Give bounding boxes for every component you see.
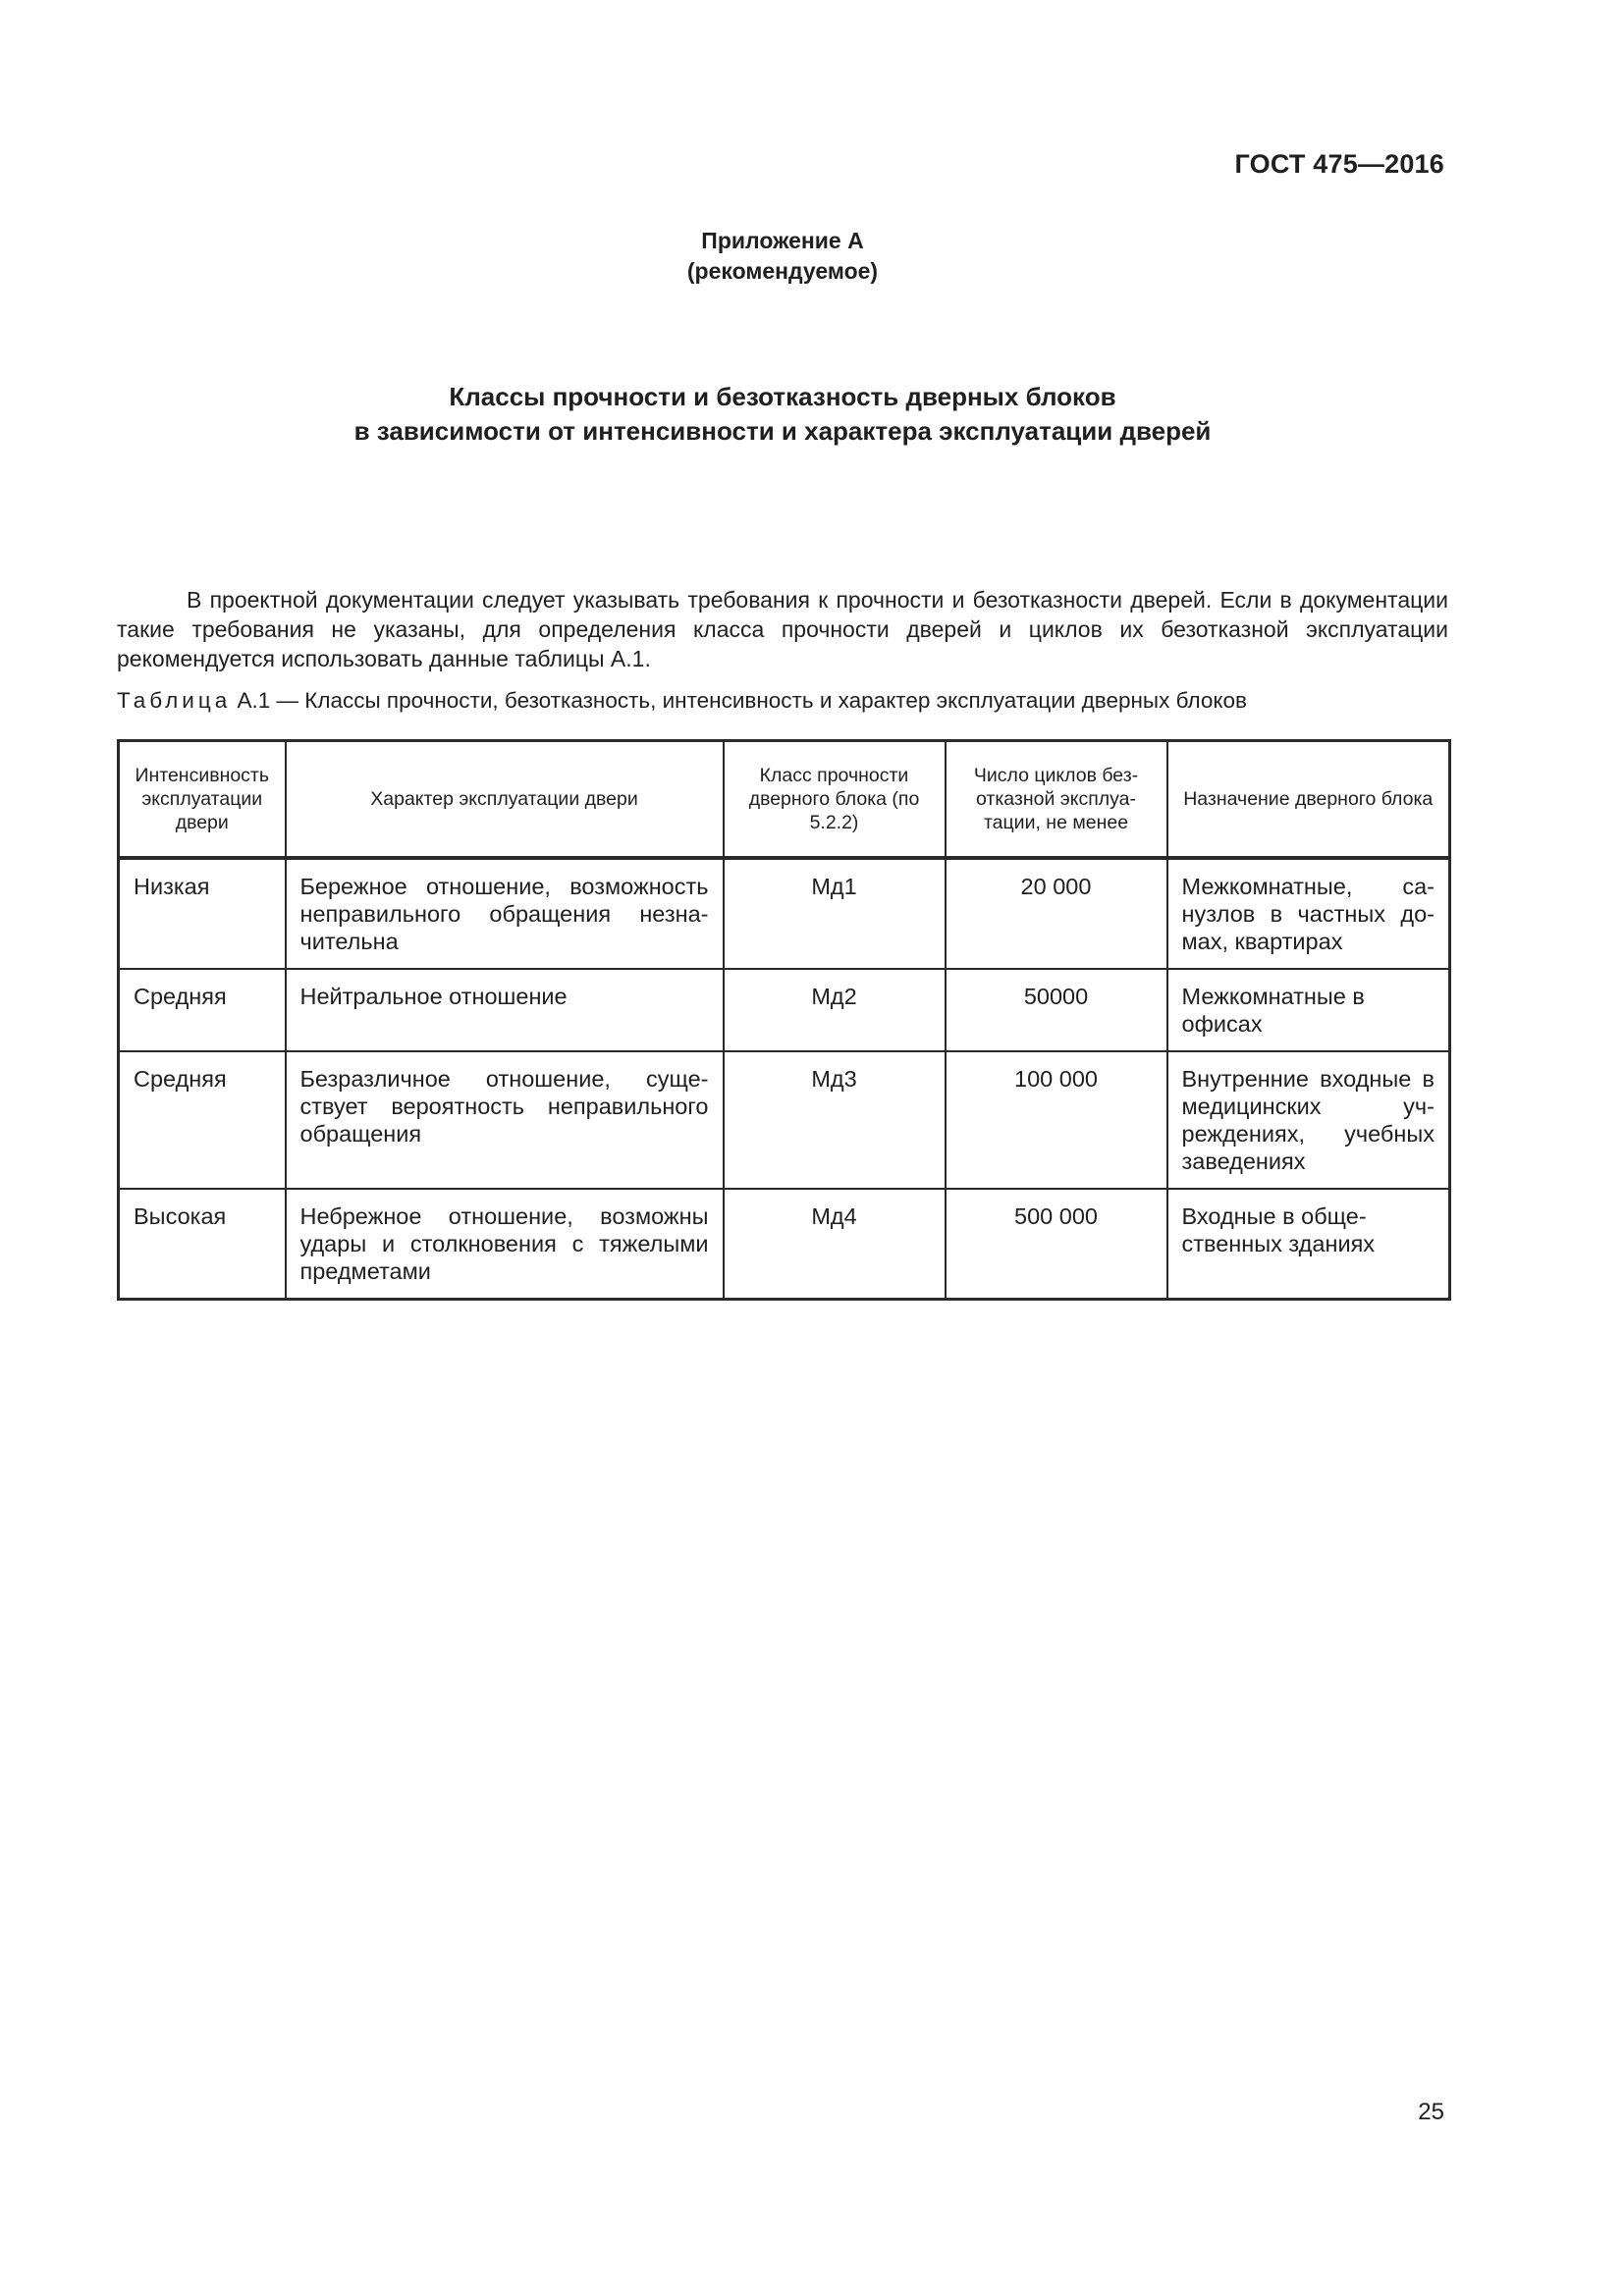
cell-character: Бережное отношение, возможность неправильного обращения незначительна (286, 858, 724, 969)
header-purpose: Назначение дверного блока (1167, 741, 1450, 859)
table-caption (117, 686, 1452, 716)
appendix-note: (рекомендуемое) (686, 258, 879, 284)
cell-cycles: 20 000 (946, 858, 1167, 969)
header-cycles: Число циклов безотказной эксплуатации, не менее (946, 741, 1167, 859)
section-title-line-1: Классы прочности и безотказность дверных блоков (449, 382, 1116, 411)
cell-intensity: Средняя (119, 969, 286, 1051)
cell-cycles: 100 000 (946, 1051, 1167, 1189)
cell-strength-class: Мд4 (724, 1189, 946, 1300)
document-code: ГОСТ 475—2016 (1234, 149, 1444, 179)
section-title (0, 380, 1565, 449)
section-title-line-2: в зависимости от интенсивности и характера эксплуатации дверей (353, 416, 1212, 446)
table-caption-text: А.1 — Классы прочности, безотказность, интенсивность и характер эксплуатации дверных блоков (231, 688, 1247, 713)
intro-paragraph: В проектной документации следует указывать требования к прочности и безотказности дверей. Если в документации такие требования не указаны, для определения класса прочности дверей и циклов их безотказной эксплуатации рекомендуется использовать данные таблицы А.1. (117, 587, 1448, 671)
header-character: Характер эксплуатации двери (286, 741, 724, 859)
cell-character: Нейтральное отношение (286, 969, 724, 1051)
cell-intensity: Низкая (119, 858, 286, 969)
cell-character: Безразличное отношение, существует вероятность неправильного обращения (286, 1051, 724, 1189)
strength-classes-table (117, 739, 1451, 1301)
cell-purpose: Межкомнатные в офисах (1167, 969, 1450, 1051)
cell-intensity: Средняя (119, 1051, 286, 1189)
cell-cycles: 500 000 (946, 1189, 1167, 1300)
table-header-row (119, 741, 1450, 859)
cell-cycles: 50000 (946, 969, 1167, 1051)
cell-purpose: Внутренние входные в медицинских учреждениях, учебных заведениях (1167, 1051, 1450, 1189)
cell-strength-class: Мд2 (724, 969, 946, 1051)
table-row (119, 858, 1450, 969)
cell-character: Небрежное отношение, возможны удары и столкновения с тяжелыми предметами (286, 1189, 724, 1300)
header-intensity: Интенсивность эксплуатации двери (119, 741, 286, 859)
cell-strength-class: Мд1 (724, 858, 946, 969)
table-caption-label: Таблица (117, 688, 232, 713)
header-strength-class: Класс прочности дверного блока (по 5.2.2) (724, 741, 946, 859)
appendix-heading (0, 226, 1565, 287)
table-row (119, 1189, 1450, 1300)
table-row (119, 969, 1450, 1051)
page-number: 25 (1418, 2099, 1444, 2125)
cell-strength-class: Мд3 (724, 1051, 946, 1189)
cell-purpose: Входные в общественных зданиях (1167, 1189, 1450, 1300)
appendix-title: Приложение А (701, 228, 864, 253)
cell-intensity: Высокая (119, 1189, 286, 1300)
cell-purpose: Межкомнатные, санузлов в частных домах, квартирах (1167, 858, 1450, 969)
table-row (119, 1051, 1450, 1189)
